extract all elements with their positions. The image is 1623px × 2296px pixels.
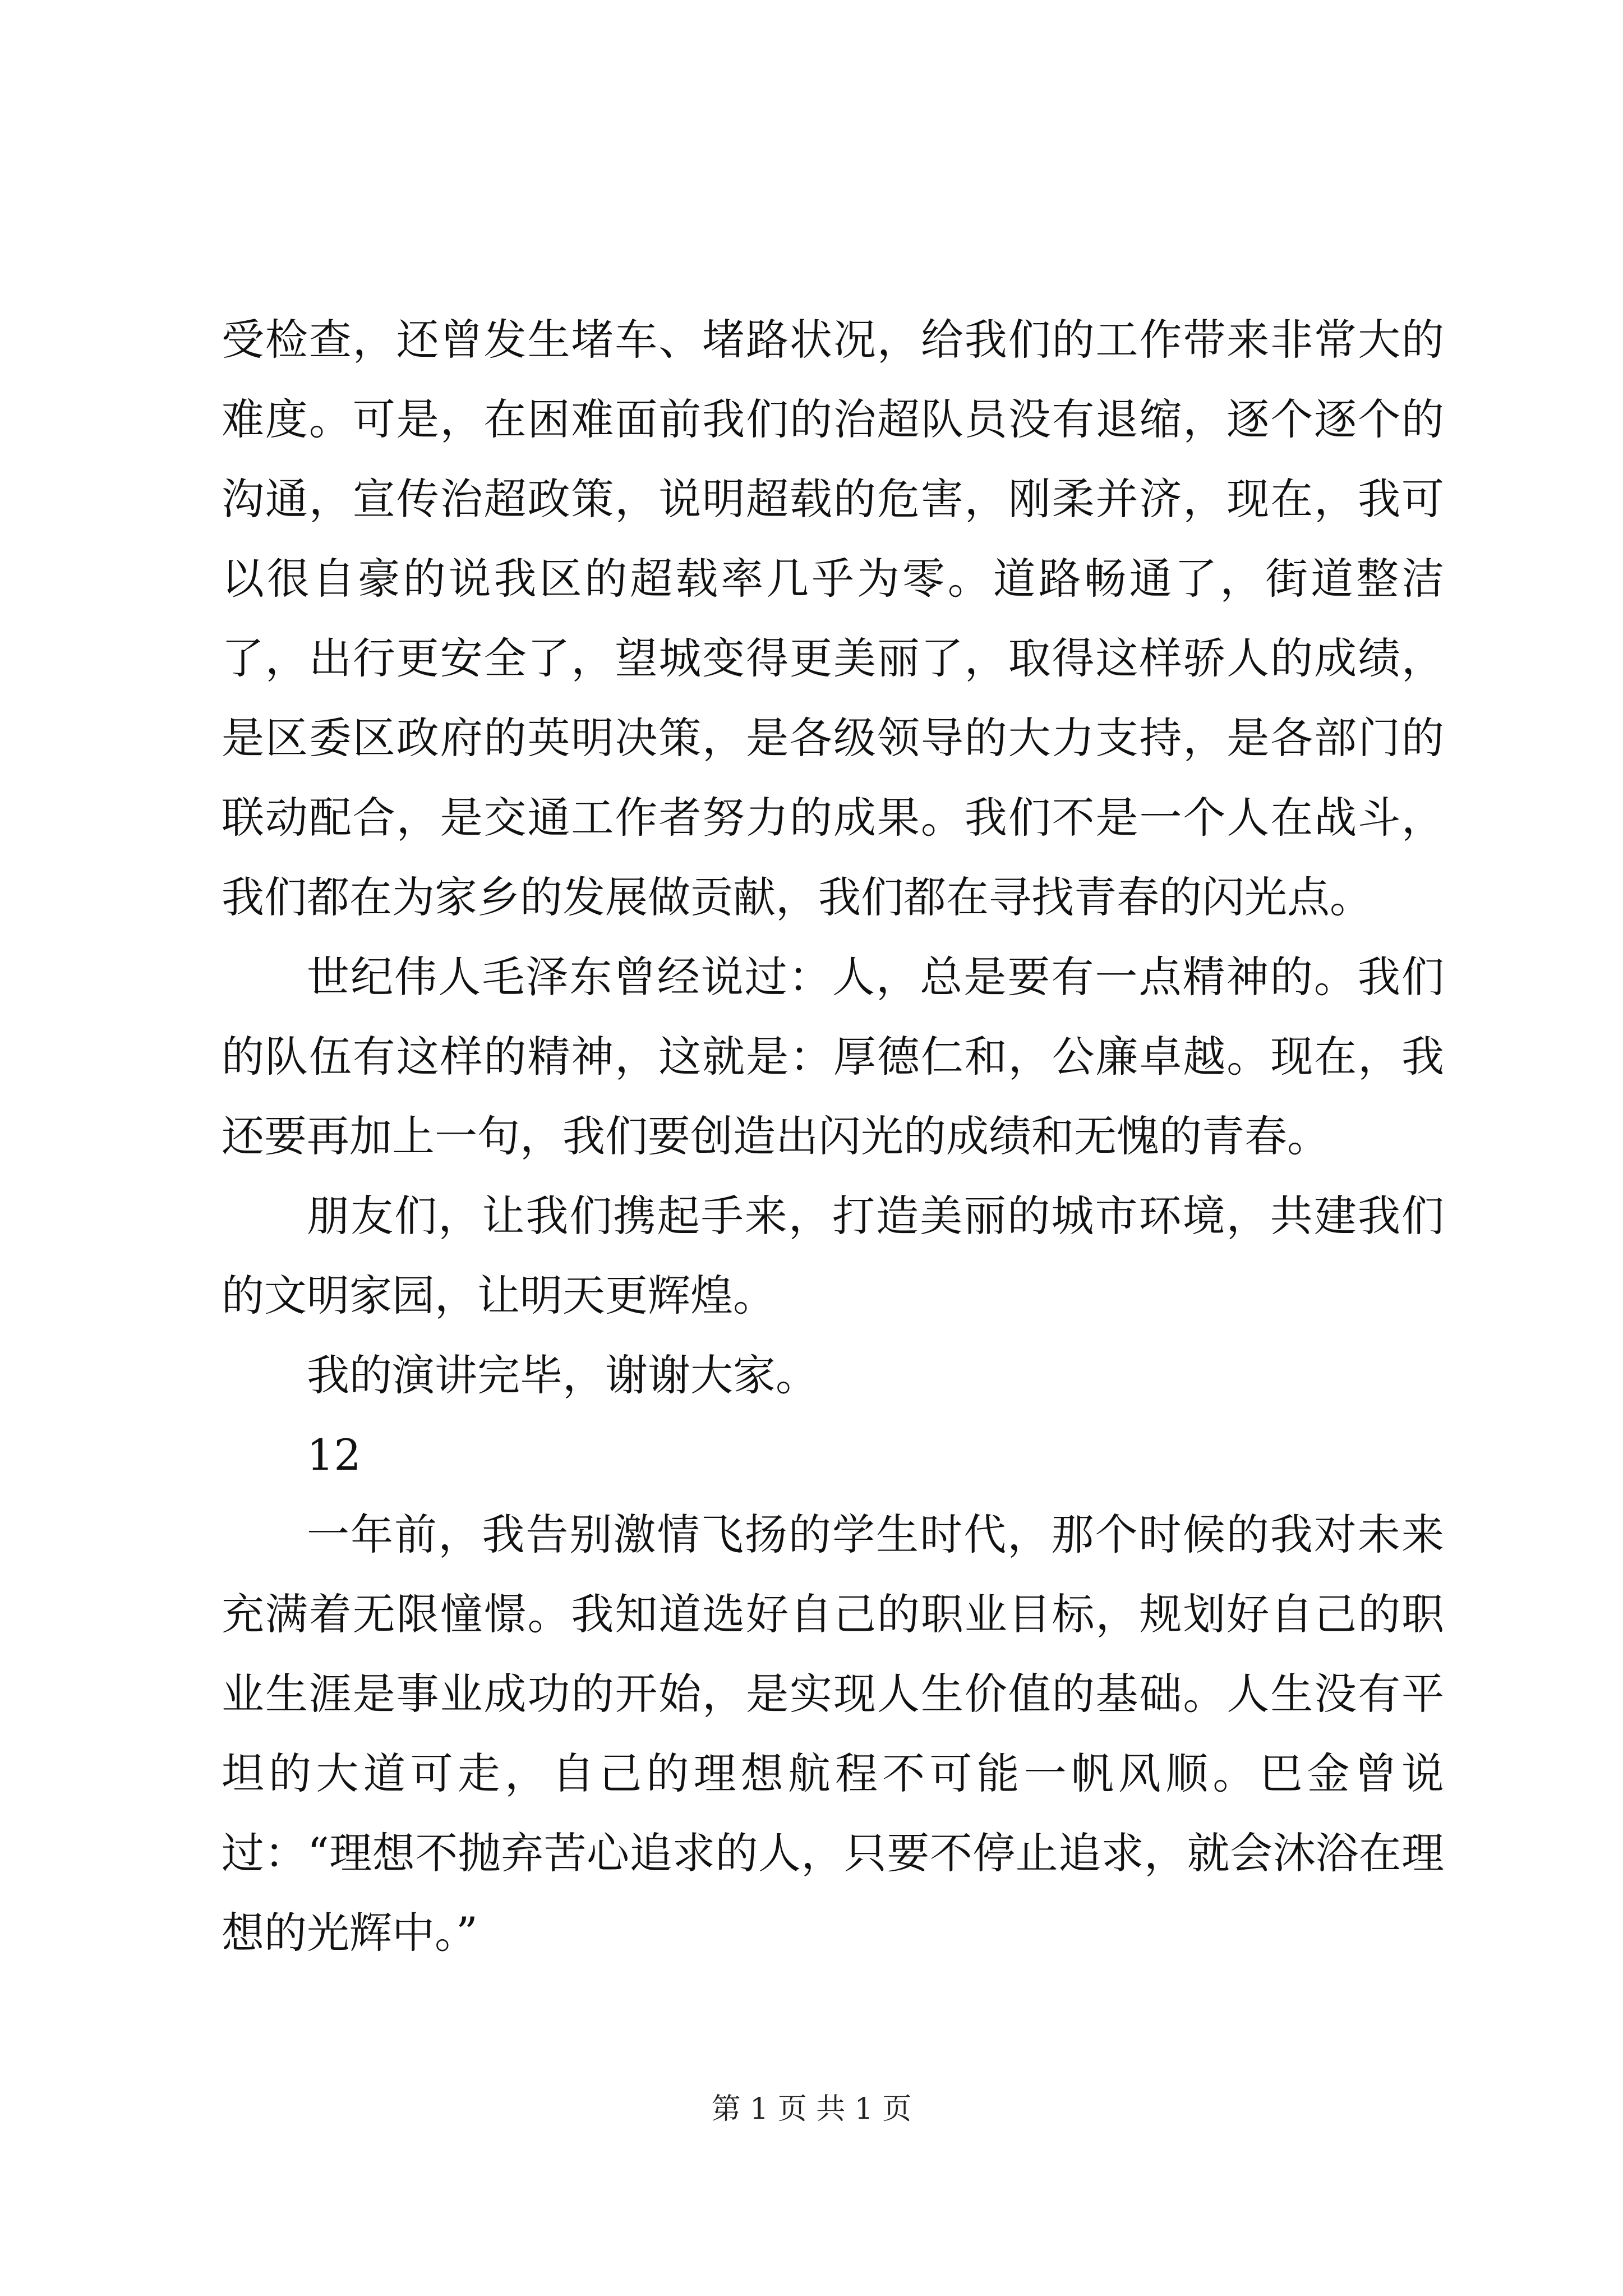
paragraph-6: 一年前，我告别激情飞扬的学生时代，那个时候的我对未来充满着无限憧憬。我知道选好自己的职业目标，规划好自己的职业生涯是事业成功的开始，是实现人生价值的基础。人生没有平坦的大道可走，自己的理想航程不可能一帆风顺。巴金曾说过：“理想不抛弃苦心追求的人，只要不停止追求，就会沐浴在理想的光辉中。” (222, 1510, 1444, 1958)
paragraph-5-section-number: 12 (307, 1430, 361, 1480)
document-body (222, 300, 1444, 1973)
page-footer: 第 1 页 共 1 页 (711, 2092, 912, 2126)
paragraph-2: 世纪伟人毛泽东曾经说过：人，总是要有一点精神的。我们的队伍有这样的精神，这就是：厚德仁和，公廉卓越。现在，我还要再加上一句，我们要创造出闪光的成绩和无愧的青春。 (222, 952, 1444, 1161)
paragraph-4: 我的演讲完毕，谢谢大家。 (307, 1350, 818, 1400)
paragraph-1: 受检查，还曾发生堵车、堵路状况，给我们的工作带来非常大的难度。可是，在困难面前我们的治超队员没有退缩，逐个逐个的沟通，宣传治超政策，说明超载的危害，刚柔并济，现在，我可以很自豪的说我区的超载率几乎为零。道路畅通了，街道整洁了，出行更安全了，望城变得更美丽了，取得这样骄人的成绩，是区委区政府的英明决策，是各级领导的大力支持，是各部门的联动配合，是交通工作者努力的成果。我们不是一个人在战斗，我们都在为家乡的发展做贡献，我们都在寻找青春的闪光点。 (222, 315, 1444, 922)
paragraph-3: 朋友们，让我们携起手来，打造美丽的城市环境，共建我们的文明家园，让明天更辉煌。 (222, 1191, 1444, 1320)
